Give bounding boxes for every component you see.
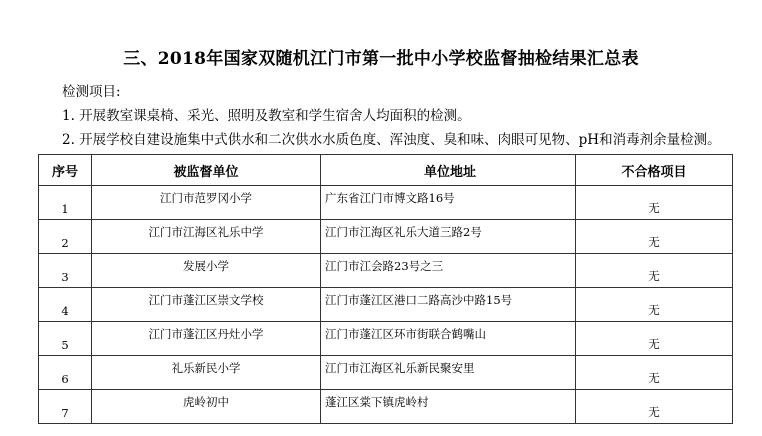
row-unit: 虎岭初中 xyxy=(92,390,321,424)
row-index: 5 xyxy=(39,322,92,356)
row-failed-items: 无 xyxy=(576,254,733,288)
inspection-item-1: 1. 开展教室课桌椅、采光、照明及教室和学生宿舍人均面积的检测。 xyxy=(62,108,471,124)
row-index: 3 xyxy=(39,254,92,288)
row-address: 广东省江门市博文路16号 xyxy=(321,186,576,220)
row-index: 2 xyxy=(39,220,92,254)
row-failed-items: 无 xyxy=(576,186,733,220)
column-header-failed-items: 不合格项目 xyxy=(576,155,733,186)
table-row xyxy=(39,254,733,288)
inspection-items xyxy=(62,80,721,152)
table-row xyxy=(39,186,733,220)
row-failed-items: 无 xyxy=(576,220,733,254)
table-row xyxy=(39,390,733,424)
row-unit: 江门市蓬江区丹灶小学 xyxy=(92,322,321,356)
table-row xyxy=(39,322,733,356)
row-unit: 江门市范罗冈小学 xyxy=(92,186,321,220)
row-index: 7 xyxy=(39,390,92,424)
row-address: 江门市江会路23号之三 xyxy=(321,254,576,288)
row-address: 江门市蓬江区环市街联合鹤嘴山 xyxy=(321,322,576,356)
table-header-row xyxy=(39,155,733,186)
results-table xyxy=(38,154,733,424)
row-unit: 江门市江海区礼乐中学 xyxy=(92,220,321,254)
table-row xyxy=(39,288,733,322)
column-header-index: 序号 xyxy=(39,155,92,186)
column-header-address: 单位地址 xyxy=(321,155,576,186)
inspection-heading: 检测项目: xyxy=(62,84,121,100)
column-header-unit: 被监督单位 xyxy=(92,155,321,186)
row-unit: 礼乐新民小学 xyxy=(92,356,321,390)
row-failed-items: 无 xyxy=(576,322,733,356)
row-address: 江门市江海区礼乐大道三路2号 xyxy=(321,220,576,254)
row-index: 6 xyxy=(39,356,92,390)
row-failed-items: 无 xyxy=(576,390,733,424)
table-row xyxy=(39,220,733,254)
row-address: 江门市蓬江区港口二路高沙中路15号 xyxy=(321,288,576,322)
table-row xyxy=(39,356,733,390)
row-unit: 江门市蓬江区崇文学校 xyxy=(92,288,321,322)
page-title: 三、2018年国家双随机江门市第一批中小学校监督抽检结果汇总表 xyxy=(123,49,639,69)
row-unit: 发展小学 xyxy=(92,254,321,288)
row-index: 1 xyxy=(39,186,92,220)
row-address: 江门市江海区礼乐新民聚安里 xyxy=(321,356,576,390)
row-address: 蓬江区棠下镇虎岭村 xyxy=(321,390,576,424)
row-index: 4 xyxy=(39,288,92,322)
row-failed-items: 无 xyxy=(576,356,733,390)
inspection-item-2: 2. 开展学校自建设施集中式供水和二次供水水质色度、浑浊度、臭和味、肉眼可见物、pH和消毒剂余量检测。 xyxy=(62,132,721,148)
row-failed-items: 无 xyxy=(576,288,733,322)
